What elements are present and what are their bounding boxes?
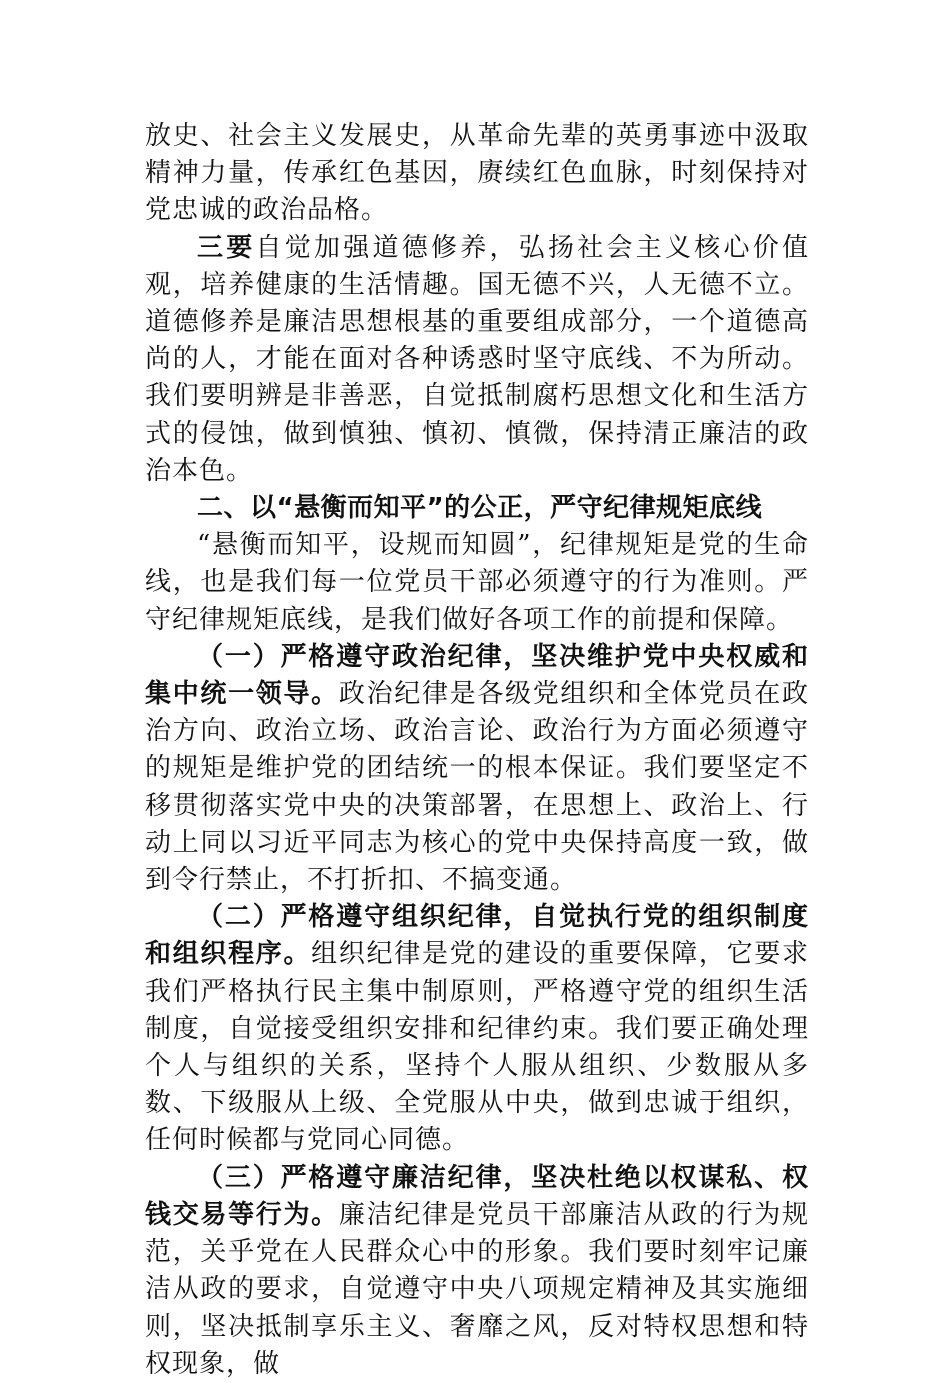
paragraph-sub3 <box>145 1160 809 1383</box>
paragraph-sub1-body: 政治纪律是各级党组织和全体党员在政治方向、政治立场、政治言论、政治行为方面必须遵守的规矩是维护党的团结统一的根本保证。我们要坚定不移贯彻落实党中央的决策部署，在思想上、政治上、行动上同以习近平同志为核心的党中央保持高度一致，做到令行禁止，不打折扣、不搞变通。 <box>145 679 809 896</box>
paragraph-sub2 <box>145 899 809 1159</box>
paragraph-intro: “悬衡而知平，设规而知圆”，纪律规矩是党的生命线，也是我们每一位党员干部必须遵守的行为准则。严守纪律规矩底线，是我们做好各项工作的前提和保障。 <box>145 530 809 635</box>
paragraph-sub3-body: 廉洁纪律是党员干部廉洁从政的行为规范，关乎党在人民群众心中的形象。我们要时刻牢记廉洁从政的要求，自觉遵守中央八项规定精神及其实施细则，坚决抵制享乐主义、奢靡之风，反对特权思想和特权现象，做 <box>145 1199 809 1379</box>
paragraph-continued: 放史、社会主义发展史，从革命先辈的英勇事迹中汲取精神力量，传承红色基因，赓续红色血脉，时刻保持对党忠诚的政治品格。 <box>145 121 809 226</box>
paragraph-three <box>145 230 809 490</box>
paragraph-three-lead: 三要 <box>197 232 256 263</box>
section-heading-two: 二、以“悬衡而知平”的公正，严守纪律规矩底线 <box>197 493 763 524</box>
paragraph-three-body: 自觉加强道德修养，弘扬社会主义核心价值观，培养健康的生活情趣。国无德不兴，人无德不立。道德修养是廉洁思想根基的重要组成部分，一个道德高尚的人，才能在面对各种诱惑时坚守底线、不为所动。我们要明辨是非善恶，自觉抵制腐朽思想文化和生活方式的侵蚀，做到慎独、慎初、慎微，保持清正廉洁的政治本色。 <box>145 232 809 486</box>
paragraph-sub1-lead: （一）严格遵守政治纪律，坚决维护党中央权威和集中统一领导。 <box>145 641 809 710</box>
paragraph-sub2-body: 组织纪律是党的建设的重要保障，它要求我们严格执行民主集中制原则，严格遵守党的组织生活制度，自觉接受组织安排和纪律约束。我们要正确处理个人与组织的关系，坚持个人服从组织、少数服从多数、下级服从上级、全党服从中央，做到忠诚于组织，任何时候都与党同心同德。 <box>145 939 809 1156</box>
paragraph-sub1 <box>145 639 809 899</box>
paragraph-sub2-lead: （二）严格遵守组织纪律，自觉执行党的组织制度和组织程序。 <box>145 902 809 970</box>
paragraph-sub3-lead: （三）严格遵守廉洁纪律，坚决杜绝以权谋私、权钱交易等行为。 <box>145 1162 809 1230</box>
document-body <box>145 118 809 1383</box>
